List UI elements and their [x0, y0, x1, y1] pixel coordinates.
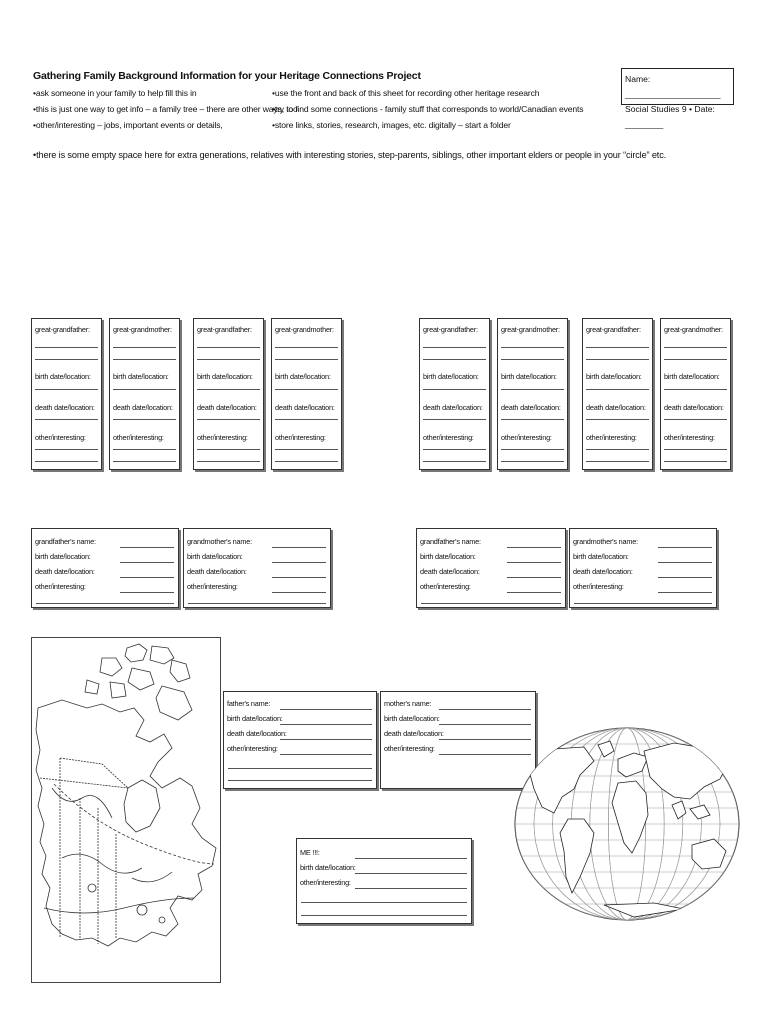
write-line[interactable]: [664, 359, 727, 360]
write-line[interactable]: [197, 419, 260, 420]
other-label: other/interesting:: [113, 433, 164, 442]
birth-label: birth date/location:: [197, 372, 253, 381]
great-grandparent-title: great-grandmother:: [664, 325, 723, 334]
write-line[interactable]: [275, 359, 338, 360]
birth-label: birth date/location:: [187, 552, 243, 561]
death-label: death date/location:: [501, 403, 561, 412]
write-line[interactable]: [197, 389, 260, 390]
write-line[interactable]: [586, 359, 649, 360]
write-line[interactable]: [501, 449, 564, 450]
great-grandparent-title: great-grandmother:: [275, 325, 334, 334]
write-line[interactable]: [664, 461, 727, 462]
write-line[interactable]: [586, 419, 649, 420]
write-line[interactable]: [35, 389, 98, 390]
death-label: death date/location:: [35, 567, 95, 576]
birth-label: birth date/location:: [586, 372, 642, 381]
birth-label: birth date/location:: [35, 552, 91, 561]
write-line[interactable]: [113, 461, 176, 462]
write-line[interactable]: [275, 389, 338, 390]
write-line[interactable]: [586, 449, 649, 450]
birth-label: birth date/location:: [384, 714, 440, 723]
name-date-box: [621, 68, 734, 129]
birth-label: birth date/location:: [420, 552, 476, 561]
write-line[interactable]: [197, 359, 260, 360]
write-line[interactable]: [501, 461, 564, 462]
me-title: ME !!!:: [300, 848, 320, 857]
death-label: death date/location:: [423, 403, 483, 412]
other-label: other/interesting:: [187, 582, 238, 591]
great-grandparent-card[interactable]: [31, 318, 102, 470]
write-line[interactable]: [113, 389, 176, 390]
birth-label: birth date/location:: [501, 372, 557, 381]
write-line[interactable]: [275, 461, 338, 462]
empty-space-note: • there is some empty space here for extra generations, relatives with interesting stories, step-parents, siblings, other important elders or people in your “circle” etc.: [33, 150, 666, 160]
write-line[interactable]: [197, 461, 260, 462]
write-line[interactable]: [664, 449, 727, 450]
write-line[interactable]: [664, 347, 727, 348]
date-line[interactable]: Social Studies 9 • Date: ________: [625, 104, 715, 129]
death-label: death date/location:: [227, 729, 287, 738]
me-card[interactable]: [296, 838, 472, 924]
other-label: other/interesting:: [573, 582, 624, 591]
grandparent-card[interactable]: [31, 528, 179, 608]
other-label: other/interesting:: [275, 433, 326, 442]
write-line[interactable]: [423, 359, 486, 360]
grandparent-card[interactable]: [416, 528, 566, 608]
grandparent-title: grandmother's name:: [187, 537, 252, 546]
grandparent-title: grandmother's name:: [573, 537, 638, 546]
write-line[interactable]: [113, 449, 176, 450]
great-grandparent-title: great-grandfather:: [423, 325, 478, 334]
page-title: Gathering Family Background Information for your Heritage Connections Project: [33, 70, 421, 82]
parent-title: mother's name:: [384, 699, 432, 708]
write-line[interactable]: [423, 389, 486, 390]
other-label: other/interesting:: [384, 744, 435, 753]
write-line[interactable]: [197, 449, 260, 450]
other-label: other/interesting:: [300, 878, 351, 887]
write-line[interactable]: [35, 419, 98, 420]
great-grandparent-title: great-grandfather:: [586, 325, 641, 334]
other-label: other/interesting:: [664, 433, 715, 442]
write-line[interactable]: [586, 461, 649, 462]
write-line[interactable]: [113, 419, 176, 420]
write-line[interactable]: [501, 419, 564, 420]
birth-label: birth date/location:: [423, 372, 479, 381]
write-line[interactable]: [501, 389, 564, 390]
write-line[interactable]: [664, 389, 727, 390]
world-map-icon: [514, 727, 740, 922]
write-line[interactable]: [275, 347, 338, 348]
other-label: other/interesting:: [586, 433, 637, 442]
great-grandparent-card[interactable]: [271, 318, 342, 470]
canada-map-icon: [32, 638, 220, 982]
instruction-bullet: • this is just one way to get info – a family tree – there are other ways, too: [33, 104, 298, 114]
write-line[interactable]: [501, 359, 564, 360]
grandparent-title: grandfather's name:: [420, 537, 481, 546]
write-line[interactable]: [35, 359, 98, 360]
instruction-bullet: • store links, stories, research, images, etc. digitally – start a folder: [272, 120, 511, 130]
birth-label: birth date/location:: [664, 372, 720, 381]
great-grandparent-card[interactable]: [109, 318, 180, 470]
death-label: death date/location:: [275, 403, 335, 412]
other-label: other/interesting:: [197, 433, 248, 442]
death-label: death date/location:: [420, 567, 480, 576]
great-grandparent-title: great-grandfather:: [35, 325, 90, 334]
write-line[interactable]: [113, 359, 176, 360]
great-grandparent-card[interactable]: [582, 318, 653, 470]
death-label: death date/location:: [384, 729, 444, 738]
grandparent-card[interactable]: [183, 528, 331, 608]
parent-title: father's name:: [227, 699, 271, 708]
birth-label: birth date/location:: [227, 714, 283, 723]
canada-map: [31, 637, 221, 983]
write-line[interactable]: [113, 347, 176, 348]
great-grandparent-card[interactable]: [193, 318, 264, 470]
death-label: death date/location:: [197, 403, 257, 412]
write-line[interactable]: [586, 389, 649, 390]
write-line[interactable]: [275, 449, 338, 450]
great-grandparent-card[interactable]: [660, 318, 731, 470]
world-map: [514, 727, 740, 922]
great-grandparent-title: great-grandmother:: [113, 325, 172, 334]
write-line[interactable]: [423, 461, 486, 462]
great-grandparent-title: great-grandmother:: [501, 325, 560, 334]
write-line[interactable]: [664, 419, 727, 420]
write-line[interactable]: [275, 419, 338, 420]
birth-label: birth date/location:: [573, 552, 629, 561]
other-label: other/interesting:: [420, 582, 471, 591]
death-label: death date/location:: [35, 403, 95, 412]
write-line[interactable]: [35, 347, 98, 348]
birth-label: birth date/location:: [275, 372, 331, 381]
instruction-bullet: • other/interesting – jobs, important events or details,: [33, 120, 223, 130]
write-line[interactable]: [501, 347, 564, 348]
birth-label: birth date/location:: [300, 863, 356, 872]
great-grandparent-card[interactable]: [419, 318, 490, 470]
write-line[interactable]: [423, 449, 486, 450]
death-label: death date/location:: [586, 403, 646, 412]
instruction-bullet: • use the front and back of this sheet for recording other heritage research: [272, 88, 539, 98]
other-label: other/interesting:: [35, 582, 86, 591]
grandparent-title: grandfather's name:: [35, 537, 96, 546]
other-label: other/interesting:: [501, 433, 552, 442]
write-line[interactable]: [197, 347, 260, 348]
great-grandparent-card[interactable]: [497, 318, 568, 470]
great-grandparent-title: great-grandfather:: [197, 325, 252, 334]
parent-card[interactable]: [380, 691, 536, 789]
parent-card[interactable]: [223, 691, 377, 789]
instruction-bullet: • try to find some connections - family stuff that corresponds to world/Canadian events: [272, 104, 583, 114]
write-line[interactable]: [586, 347, 649, 348]
death-label: death date/location:: [573, 567, 633, 576]
death-label: death date/location:: [664, 403, 724, 412]
write-line[interactable]: [423, 419, 486, 420]
death-label: death date/location:: [187, 567, 247, 576]
other-label: other/interesting:: [227, 744, 278, 753]
write-line[interactable]: [35, 461, 98, 462]
grandparent-card[interactable]: [569, 528, 717, 608]
name-line[interactable]: Name: ____________________: [625, 74, 721, 99]
other-label: other/interesting:: [35, 433, 86, 442]
death-label: death date/location:: [113, 403, 173, 412]
other-label: other/interesting:: [423, 433, 474, 442]
instruction-bullet: • ask someone in your family to help fill this in: [33, 88, 196, 98]
birth-label: birth date/location:: [113, 372, 169, 381]
write-line[interactable]: [423, 347, 486, 348]
birth-label: birth date/location:: [35, 372, 91, 381]
write-line[interactable]: [35, 449, 98, 450]
